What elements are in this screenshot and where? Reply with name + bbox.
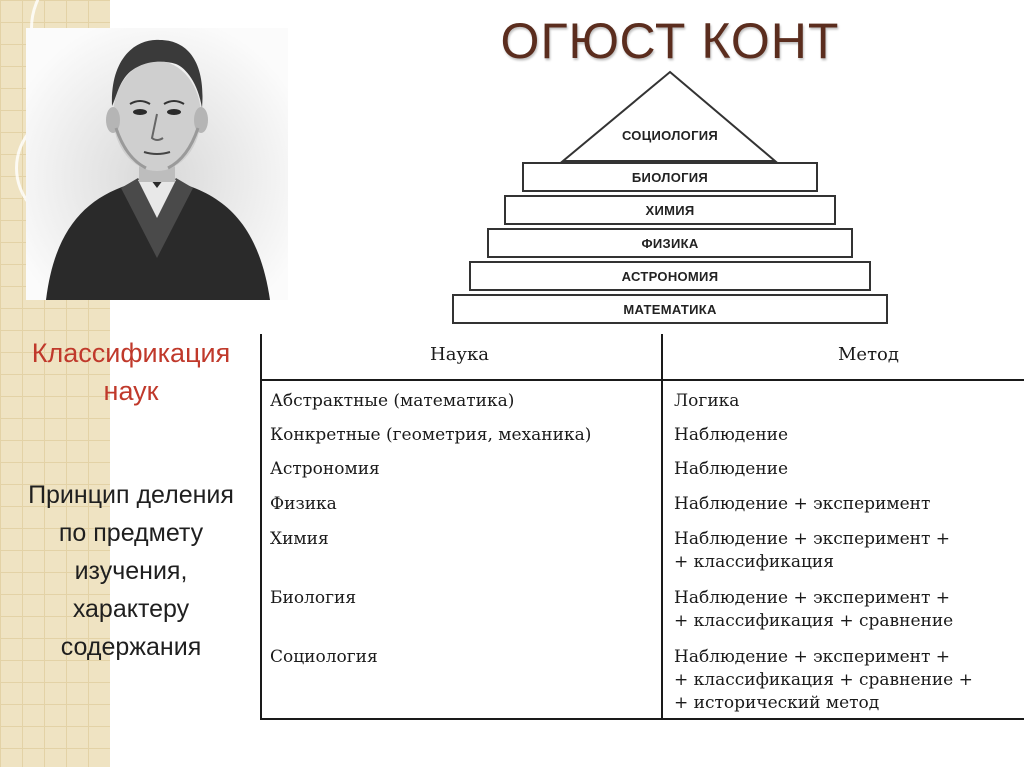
table-cell-science: Абстрактные (математика)	[270, 391, 515, 411]
table-cell-method: + классификация	[674, 552, 834, 572]
header-method: Метод	[838, 344, 899, 365]
table-cell-method: Наблюдение + эксперимент +	[674, 647, 951, 667]
table-cell-science: Астрономия	[270, 459, 380, 479]
principle-line: Принцип деления	[28, 481, 234, 509]
table-column-divider	[661, 334, 663, 720]
table-cell-method: Наблюдение + эксперимент	[674, 494, 931, 514]
pyramid-level-biology: БИОЛОГИЯ	[522, 162, 818, 192]
pyramid-apex	[440, 60, 900, 165]
principle-line: содержания	[60, 633, 202, 661]
heading-line-2: наук	[103, 376, 159, 406]
table-cell-science: Физика	[270, 494, 337, 514]
principle-line: по предмету	[58, 519, 204, 547]
pyramid-level-physics: ФИЗИКА	[487, 228, 853, 258]
table-cell-science: Конкретные (геометрия, механика)	[270, 425, 592, 445]
pyramid-level-chemistry: ХИМИЯ	[504, 195, 836, 225]
principle-line: характеру	[72, 595, 190, 623]
table-cell-method: Наблюдение	[674, 459, 789, 479]
table-cell-method: + классификация + сравнение	[674, 611, 954, 631]
table-cell-method: Наблюдение + эксперимент +	[674, 588, 951, 608]
table-cell-science: Биология	[270, 588, 357, 608]
pyramid-level-astronomy: АСТРОНОМИЯ	[469, 261, 871, 291]
table-cell-method: + исторический метод	[674, 693, 880, 713]
portrait-image	[26, 28, 288, 300]
pyramid-level-mathematics: МАТЕМАТИКА	[452, 294, 888, 324]
principle-line: изучения,	[74, 557, 188, 585]
sciences-pyramid	[440, 60, 900, 335]
table-cell-science: Химия	[270, 529, 329, 549]
principle-text	[0, 476, 262, 666]
table-header-divider	[260, 379, 1024, 381]
table-cell-method: Наблюдение	[674, 425, 789, 445]
header-science: Наука	[430, 344, 490, 365]
table-border-bottom	[260, 718, 1024, 720]
table-cell-method: Логика	[674, 391, 740, 411]
table-cell-method: + классификация + сравнение +	[674, 670, 973, 690]
science-method-table	[260, 334, 1024, 720]
pyramid-apex-label: СОЦИОЛОГИЯ	[621, 128, 719, 143]
table-cell-method: Наблюдение + эксперимент +	[674, 529, 951, 549]
heading-line-1: Классификация	[31, 338, 231, 368]
page-title: ОГЮСТ КОНТ	[500, 13, 840, 69]
table-border-left	[260, 334, 262, 720]
table-cell-science: Социология	[270, 647, 378, 667]
classification-heading	[0, 334, 262, 410]
